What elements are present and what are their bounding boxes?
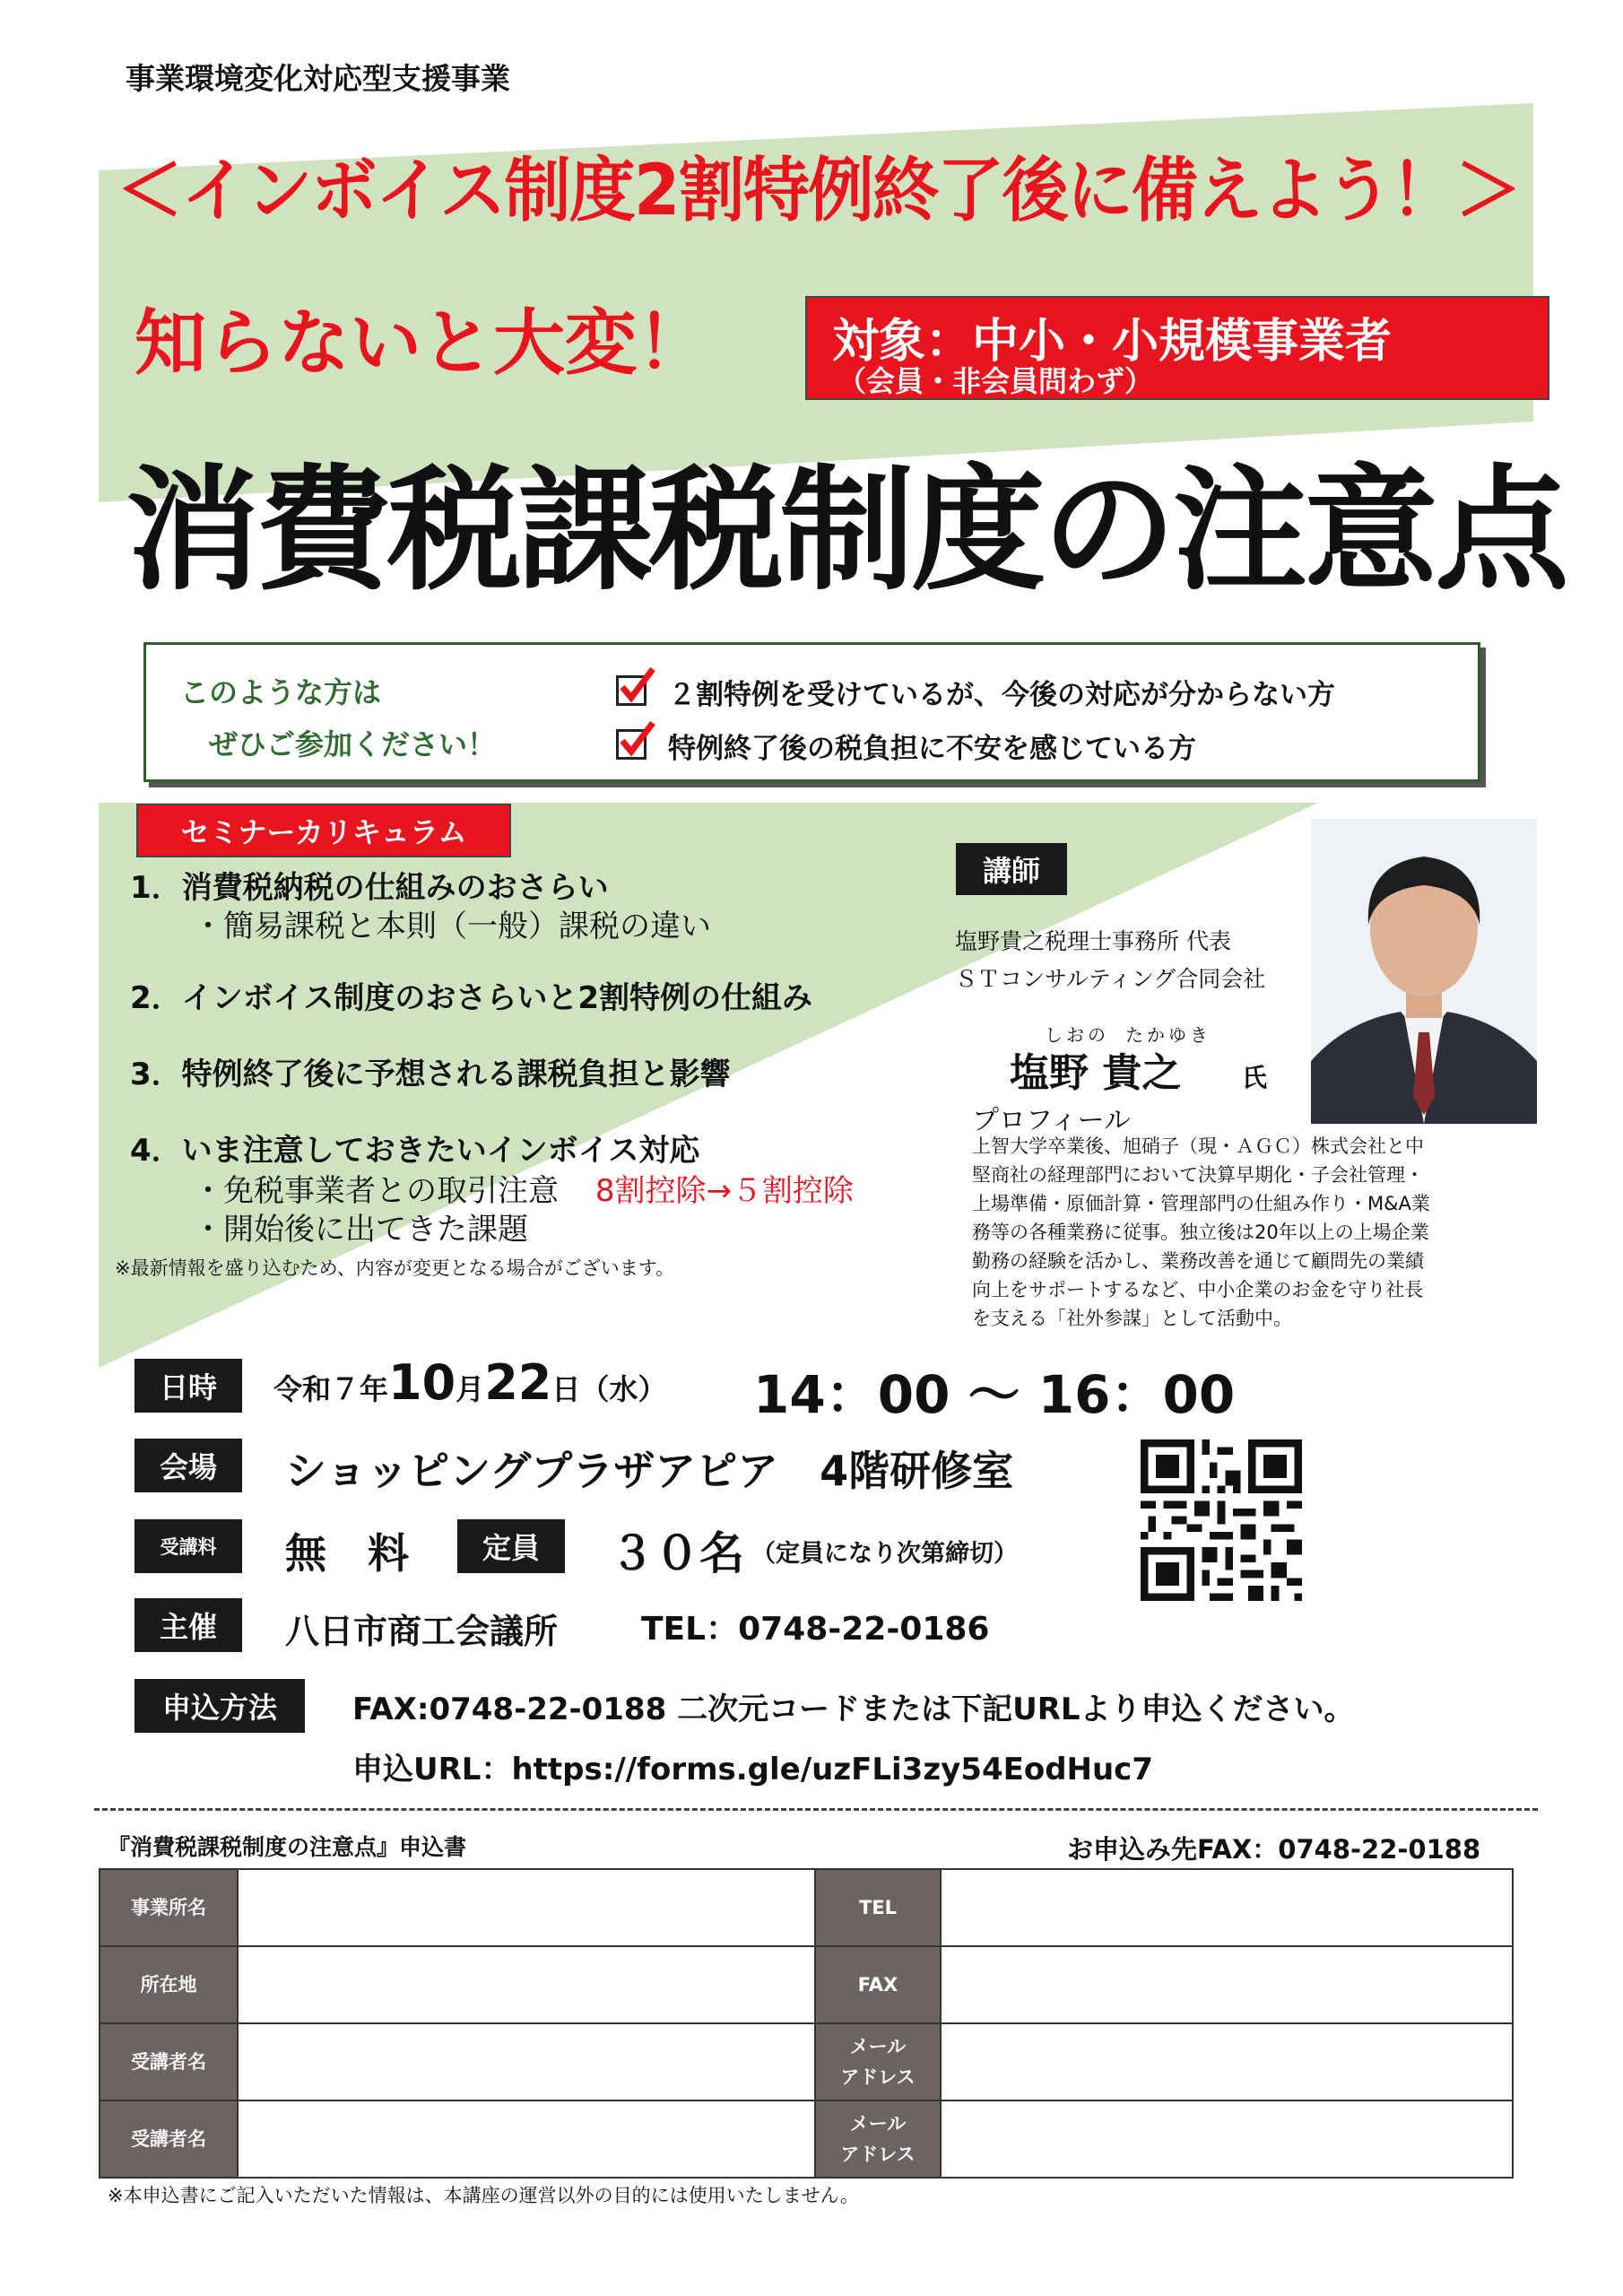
profile-line: を支える「社外参謀」として活動中。 [972,1308,1292,1329]
ruby-family: しおの [1045,1024,1109,1046]
apply-text: FAX:0748-22-0188 二次元コードまたは下記URLより申込ください。 [352,1692,1355,1727]
lecturer-name: 塩野 貴之 [1010,1050,1182,1096]
form-label: TEL [815,1869,941,1946]
catch-copy: 知らないと大変！ [135,301,708,385]
curriculum-item-1-sub: ・簡易課税と本則（一般）課税の違い [193,909,711,944]
cut-line [94,1808,1538,1811]
profile-line: 上場準備・原価計算・管理部門の仕組み作り・M&A業 [972,1193,1430,1214]
curriculum-item-1: 1．消費税納税の仕組みのおさらい [130,870,609,906]
fee-value: 無 料 [285,1529,409,1578]
capacity-value: ３０名 [610,1527,744,1579]
curriculum-item-4-sub1 [193,1166,854,1210]
time-value: 14：00 ～ 16：00 [753,1364,1236,1425]
title-line: ＜インボイス制度2割特例終了後に備えよう！＞ [117,151,1521,231]
form-note: ※本申込書にご記入いただいた情報は、本講座の運営以外の目的には使用いたしません。 [108,2185,859,2206]
qr-code[interactable] [1141,1439,1302,1601]
apply-url[interactable]: 申込URL：https://forms.gle/uzFLi3zy54EodHuc7 [352,1752,1153,1787]
form-row [100,2100,1513,2178]
profile-line: 務等の各種業務に従事。独立後は20年以上の上場企業 [972,1222,1429,1243]
fee-label: 受講料 [135,1519,242,1573]
invite-box [143,642,1480,782]
form-fax: お申込み先FAX：0748-22-0188 [1067,1834,1481,1865]
checkbox-icon [616,729,647,760]
application-form [99,1868,1514,2179]
form-label: 事業所名 [100,1869,238,1946]
email-field[interactable] [941,2023,1513,2100]
profile-label: プロフィール [972,1105,1131,1136]
host-value: 八日市商工会議所 [285,1612,559,1651]
form-row [100,1869,1513,1946]
curriculum-label: セミナーカリキュラム [136,804,511,857]
form-label: 受講者名 [100,2100,238,2178]
lecturer-org1: 塩野貴之税理士事務所 代表 [955,928,1231,954]
form-label-line: アドレス [840,2066,916,2088]
form-label: 所在地 [100,1946,238,2023]
address-field[interactable] [238,1946,815,2023]
form-label-line: メール [849,2113,907,2135]
target-box [805,296,1549,400]
form-row [100,2023,1513,2100]
date-value [273,1354,666,1411]
form-label: 受講者名 [100,2023,238,2100]
curriculum-item-2: 2．インボイス制度のおさらいと2割特例の仕組み [130,980,812,1016]
curriculum-item-4-sub1-text: ・免税事業者との取引注意 [193,1173,559,1209]
profile-line: 上智大学卒業後、旭硝子（現・ＡＧＣ）株式会社と中 [972,1135,1424,1157]
check-item-1: ２割特例を受けているが、今後の対応が分からない方 [668,679,1335,711]
form-title: 『消費税課税制度の注意点』申込書 [108,1834,467,1860]
profile-line: 勤務の経験を活かし、業務改善を通じて顧問先の業績 [972,1250,1424,1272]
form-label [815,2023,941,2100]
checkbox-icon [616,675,647,706]
lecturer-photo [1311,819,1537,1124]
deduction-change: 8割控除→５割控除 [595,1173,854,1209]
capacity-label: 定員 [457,1519,565,1573]
target-sub: （会員・非会員問わず） [838,364,1154,398]
venue-value: ショッピングプラザアピア 4階研修室 [285,1447,1014,1495]
venue-label: 会場 [135,1439,242,1492]
capacity-note: （定員になり次第締切） [751,1540,1018,1568]
form-row [100,1946,1513,2023]
date-day: 22 [484,1354,552,1411]
date-day-unit: 日（水） [551,1372,667,1406]
invite-line1: このような方は [180,675,382,709]
invite-line2: ぜひご参加ください！ [209,727,497,761]
host-label: 主催 [135,1598,242,1652]
lecturer-org2: ＳＴコンサルティング合同会社 [955,966,1266,992]
date-month: 10 [388,1354,456,1411]
date-era: 令和７年 [273,1372,389,1406]
form-label: FAX [815,1946,941,2023]
profile-line: 向上をサポートするなど、中小企業のお金を守り社長 [972,1279,1424,1300]
form-label-line: アドレス [840,2144,916,2165]
profile-line: 堅商社の経理部門において決算早期化・子会社管理・ [972,1164,1424,1186]
form-label [815,2100,941,2178]
date-month-unit: 月 [456,1372,485,1406]
form-label-line: メール [849,2036,907,2057]
lecturer-label: 講師 [956,843,1067,895]
business-name-field[interactable] [238,1869,815,1946]
tel-field[interactable] [941,1869,1513,1946]
attendee-name-field[interactable] [238,2100,815,2178]
curriculum-item-4: 4．いま注意しておきたいインボイス対応 [130,1133,700,1169]
apply-label: 申込方法 [135,1679,305,1733]
attendee-name-field[interactable] [238,2023,815,2100]
profile-text [972,1132,1546,1333]
target-main: 対象：中小・小規模事業者 [832,315,1393,369]
ruby-given: たかゆき [1125,1024,1211,1046]
curriculum-note: ※最新情報を盛り込むため、内容が変更となる場合がございます。 [115,1257,675,1279]
date-label: 日時 [135,1359,242,1413]
fax-field[interactable] [941,1946,1513,2023]
curriculum-item-3: 3．特例終了後に予想される課税負担と影響 [130,1057,731,1092]
email-field[interactable] [941,2100,1513,2178]
main-title: 消費税課税制度の注意点 [126,453,1567,609]
host-tel: TEL：0748-22-0186 [641,1611,990,1648]
program-name: 事業環境変化対応型支援事業 [126,61,510,96]
lecturer-honorific: 氏 [1242,1063,1268,1092]
curriculum-item-4-sub2: ・開始後に出てきた課題 [193,1212,528,1248]
check-item-2: 特例終了後の税負担に不安を感じている方 [668,733,1196,765]
